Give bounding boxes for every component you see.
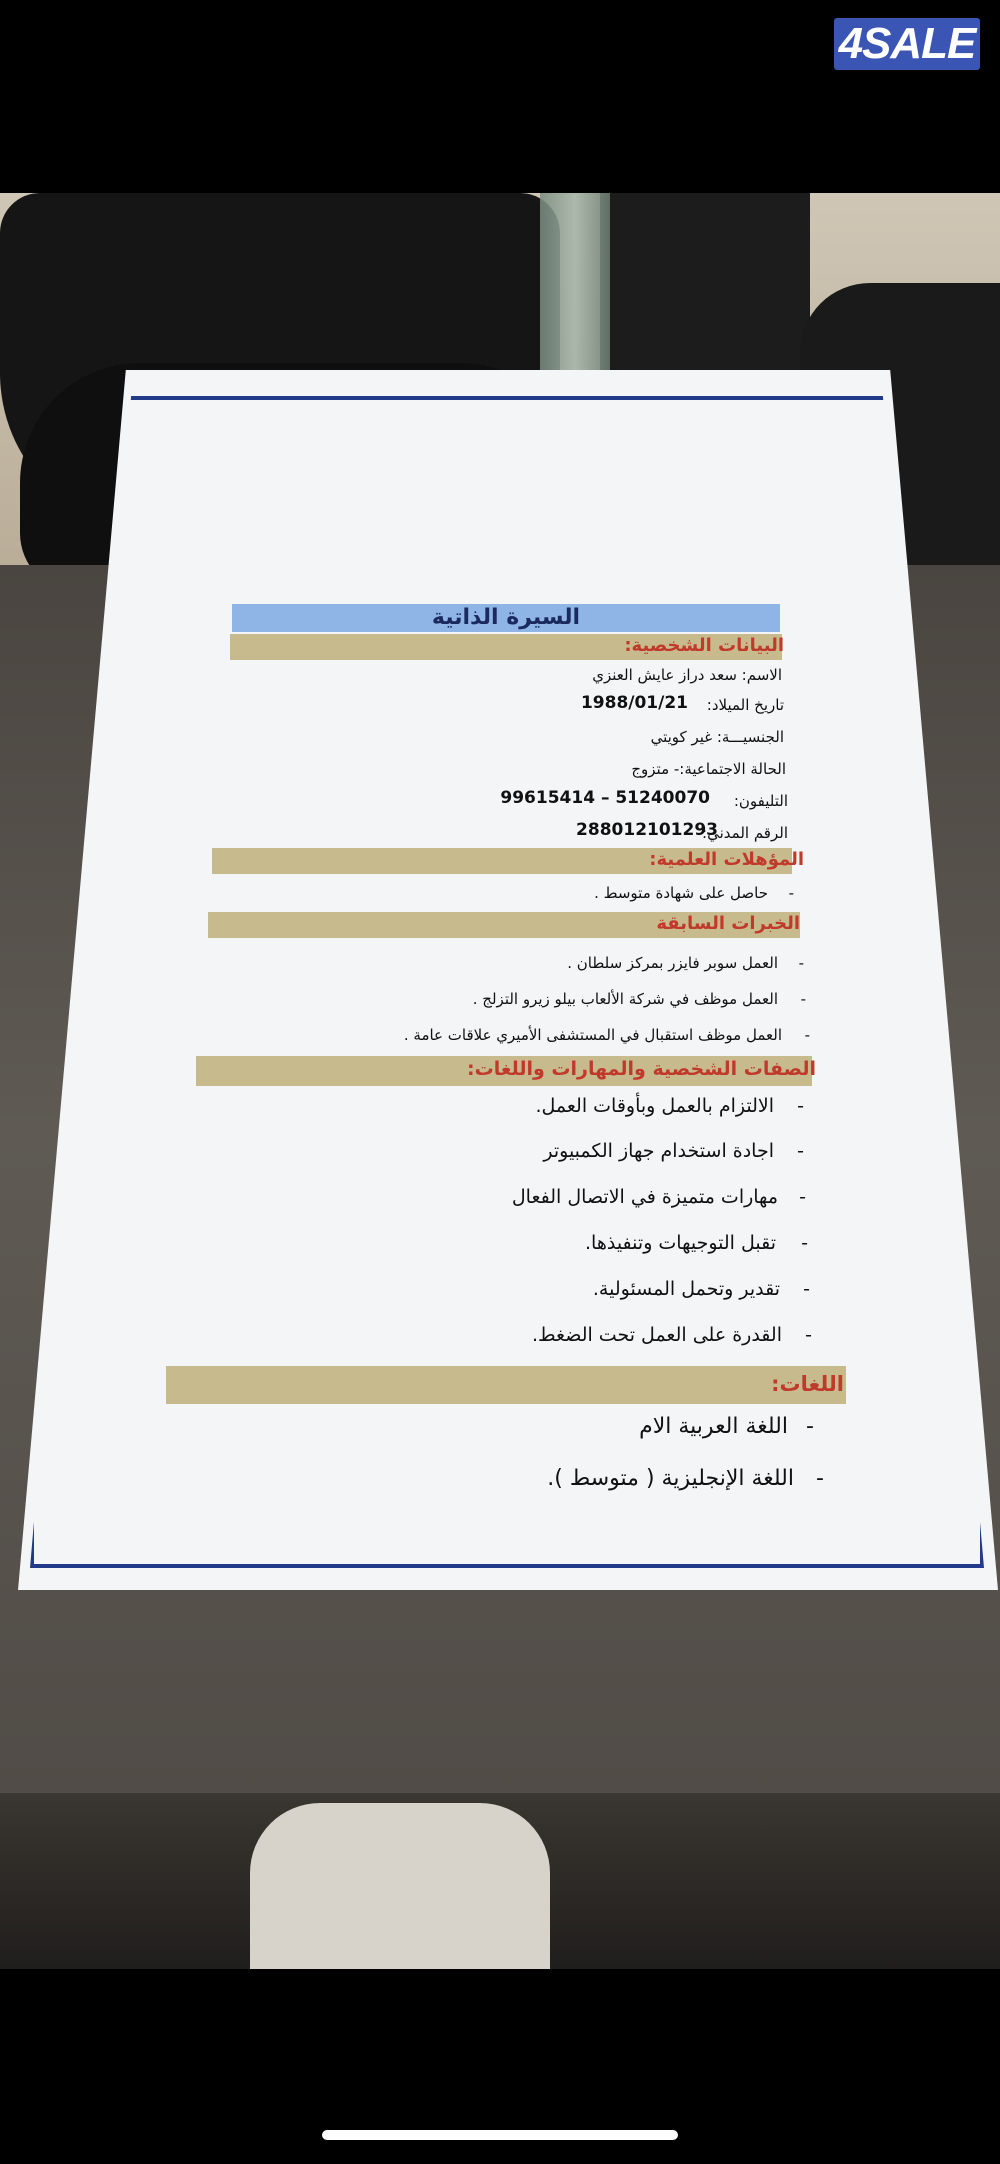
experience-heading: الخبرات السابقة: [656, 913, 800, 934]
list-item: -: [805, 1324, 812, 1346]
list-item: -: [801, 1232, 808, 1254]
list-item: -: [799, 1186, 806, 1208]
list-item: -: [798, 954, 804, 972]
phone-label: التليفون:: [733, 792, 788, 810]
list-item: اللغة العربية الام: [639, 1414, 788, 1439]
list-item: -: [816, 1466, 824, 1491]
dob-label: تاريخ الميلاد:: [706, 696, 784, 714]
civil-value: 288012101293: [576, 820, 718, 840]
nationality-line: الجنسيـــة: غير كويتي: [650, 728, 784, 746]
personal-heading: البيانات الشخصية:: [624, 635, 784, 656]
4sale-watermark: 4SALE: [834, 18, 980, 70]
list-item: الالتزام بالعمل وبأوقات العمل.: [535, 1095, 774, 1117]
list-item: -: [803, 1278, 810, 1300]
list-item: -: [797, 1095, 804, 1117]
list-item: تقبل التوجيهات وتنفيذها.: [585, 1232, 776, 1254]
phone-value: 99615414 – 51240070: [500, 788, 710, 808]
list-item: -: [797, 1140, 804, 1162]
list-item: اجادة استخدام جهاز الكمبيوتر: [543, 1140, 774, 1162]
list-item: القدرة على العمل تحت الضغط.: [531, 1324, 782, 1346]
list-item: -: [800, 990, 806, 1008]
list-item: -: [804, 1026, 810, 1044]
list-item: تقدير وتحمل المسئولية.: [592, 1278, 780, 1300]
home-indicator[interactable]: [322, 2130, 678, 2140]
skills-heading: الصفات الشخصية والمهارات واللغات:: [467, 1058, 816, 1080]
dob-value: 1988/01/21: [580, 693, 688, 713]
section-bar: [166, 1366, 846, 1404]
cv-title: السيرة الذاتية: [431, 605, 581, 630]
list-item: -: [806, 1414, 814, 1439]
knee: [250, 1803, 550, 1969]
list-item: العمل موظف استقبال في المستشفى الأميري علاقات عامة .: [403, 1026, 782, 1044]
education-heading: المؤهلات العلمية:: [649, 849, 804, 870]
list-item: العمل موظف في شركة الألعاب بيلو زيرو التزلج .: [472, 990, 778, 1008]
list-item: حاصل على شهادة متوسط .: [594, 884, 768, 902]
languages-heading: اللغات:: [771, 1372, 844, 1396]
civil-label: الرقم المدني:: [702, 824, 788, 842]
marital-line: الحالة الاجتماعية:- متزوج: [631, 760, 786, 778]
name-line: الاسم: سعد دراز عايش العنزي: [592, 666, 782, 684]
list-item: العمل سوبر فايزر بمركز سلطان .: [567, 954, 778, 972]
list-item: -: [788, 884, 794, 902]
legs: [0, 1793, 1000, 1969]
list-item: مهارات متميزة في الاتصال الفعال: [511, 1186, 778, 1208]
list-item: اللغة الإنجليزية ( متوسط ).: [547, 1466, 794, 1491]
